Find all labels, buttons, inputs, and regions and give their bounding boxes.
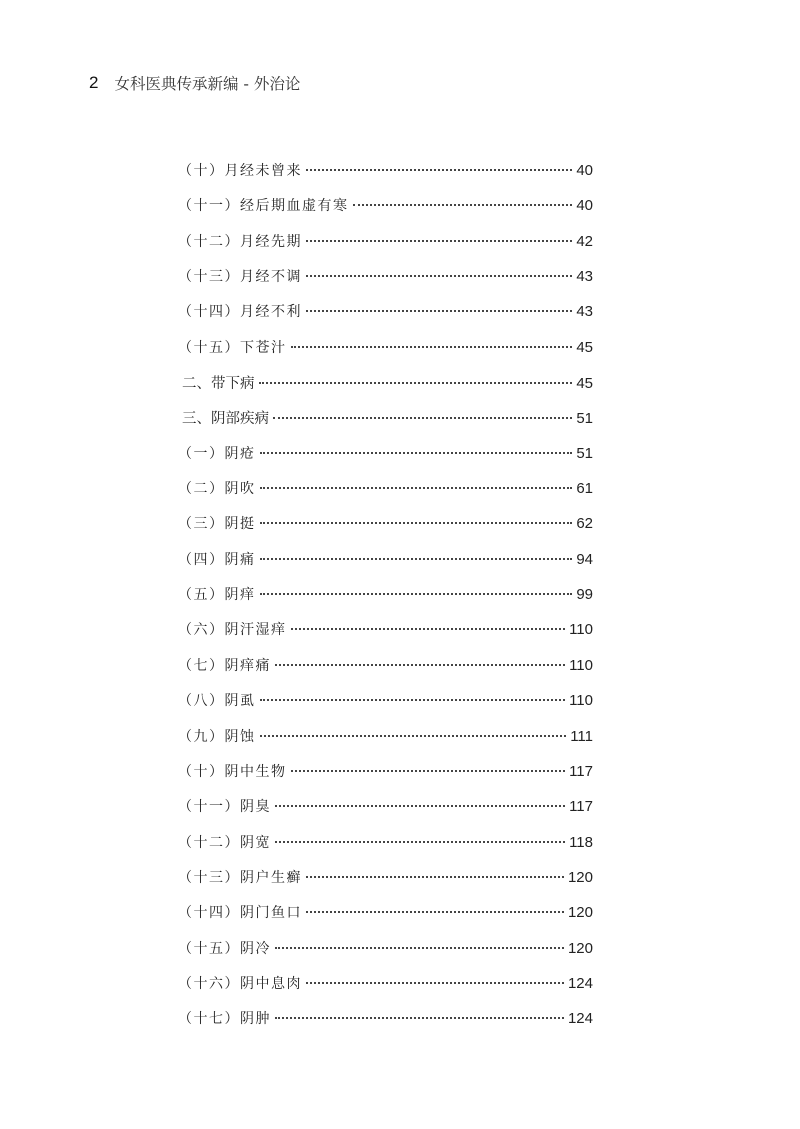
toc-entry-page: 94 <box>576 550 593 568</box>
toc-entry[interactable] <box>178 337 593 372</box>
toc-entry-page: 43 <box>576 268 593 286</box>
toc-entry-title: （七）阴痒痛 <box>178 657 271 674</box>
dot-leader <box>260 452 573 454</box>
toc-entry[interactable] <box>178 867 593 902</box>
toc-entry-title: （十二）月经先期 <box>178 233 302 250</box>
toc-entry-page: 117 <box>569 798 593 816</box>
toc-entry[interactable] <box>178 478 593 513</box>
toc-entry-page: 117 <box>569 762 593 780</box>
toc-entry-page: 124 <box>567 1010 593 1028</box>
toc-entry-page: 120 <box>567 868 593 886</box>
dot-leader <box>275 1017 564 1019</box>
toc-entry-title: （三）阴挺 <box>178 516 256 533</box>
toc-entry-title: （九）阴蚀 <box>178 728 256 745</box>
toc-entry-title: （六）阴汗湿痒 <box>178 622 287 639</box>
toc-entry-title: （十七）阴肿 <box>178 1011 271 1028</box>
dot-leader <box>306 240 572 242</box>
toc-entry-title: （十三）月经不调 <box>178 269 302 286</box>
toc-entry-page: 111 <box>570 727 593 745</box>
toc-entry[interactable] <box>178 690 593 725</box>
toc-entry-title: （十五）下苍汁 <box>178 339 287 356</box>
dot-leader <box>260 558 573 560</box>
dot-leader <box>260 487 573 489</box>
toc-entry[interactable] <box>178 1008 593 1043</box>
dot-leader <box>306 275 572 277</box>
toc-entry-page: 45 <box>576 338 593 356</box>
table-of-contents <box>178 160 593 1044</box>
toc-entry[interactable] <box>178 231 593 266</box>
toc-entry[interactable] <box>178 902 593 937</box>
toc-entry-page: 61 <box>576 480 593 498</box>
toc-entry[interactable] <box>178 655 593 690</box>
toc-entry-page: 45 <box>576 375 593 393</box>
toc-entry-page: 110 <box>569 621 593 639</box>
toc-entry[interactable] <box>178 973 593 1008</box>
toc-entry-page: 124 <box>567 974 593 992</box>
toc-entry-page: 51 <box>576 444 593 462</box>
toc-entry[interactable] <box>178 761 593 796</box>
dot-leader <box>275 805 565 807</box>
page-number: 2 <box>89 73 99 92</box>
toc-entry-title: （二）阴吹 <box>178 481 256 498</box>
dot-leader <box>306 911 564 913</box>
dot-leader <box>306 982 564 984</box>
dot-leader <box>291 346 573 348</box>
dot-leader <box>260 735 567 737</box>
toc-entry[interactable] <box>178 407 593 442</box>
toc-entry-title: （五）阴痒 <box>178 587 256 604</box>
toc-entry-page: 120 <box>567 904 593 922</box>
dot-leader <box>260 593 573 595</box>
dot-leader <box>306 310 572 312</box>
dot-leader <box>275 841 565 843</box>
toc-entry[interactable] <box>178 584 593 619</box>
toc-entry-title: （十二）阴宽 <box>178 834 271 851</box>
toc-entry-title: （十一）经后期血虚有寒 <box>178 198 349 215</box>
toc-entry[interactable] <box>178 372 593 407</box>
toc-entry[interactable] <box>178 726 593 761</box>
toc-entry-title: （十四）阴门鱼口 <box>178 905 302 922</box>
toc-entry-page: 110 <box>569 656 593 674</box>
toc-entry-page: 43 <box>576 303 593 321</box>
dot-leader <box>259 382 573 384</box>
toc-entry[interactable] <box>178 549 593 584</box>
dot-leader <box>306 876 564 878</box>
toc-entry-title: （十）月经未曾来 <box>178 163 302 179</box>
toc-entry[interactable] <box>178 443 593 478</box>
toc-entry[interactable] <box>178 266 593 301</box>
toc-entry-title: （十四）月经不利 <box>178 304 302 321</box>
toc-entry-title: （十一）阴臭 <box>178 799 271 816</box>
dot-leader <box>275 947 564 949</box>
toc-entry[interactable] <box>178 796 593 831</box>
toc-entry-title: （八）阴虱 <box>178 693 256 710</box>
dot-leader <box>273 417 572 419</box>
toc-entry-page: 51 <box>576 410 593 428</box>
toc-entry-page: 118 <box>569 833 593 851</box>
toc-entry-page: 42 <box>576 232 593 250</box>
dot-leader <box>306 169 572 171</box>
toc-entry-title: （一）阴疮 <box>178 445 256 462</box>
toc-entry-title: （十六）阴中息肉 <box>178 975 302 992</box>
toc-entry-page: 40 <box>576 162 593 179</box>
dot-leader <box>353 204 573 206</box>
toc-entry-title: 三、阴部疾病 <box>182 411 269 428</box>
toc-entry[interactable] <box>178 619 593 654</box>
book-title: 女科医典传承新编 - 外治论 <box>114 75 301 93</box>
toc-entry-page: 120 <box>567 939 593 957</box>
toc-entry-page: 99 <box>576 586 593 604</box>
toc-entry-title: （四）阴痛 <box>178 551 256 568</box>
toc-entry-page: 62 <box>576 515 593 533</box>
toc-entry[interactable] <box>178 195 593 230</box>
dot-leader <box>260 522 573 524</box>
toc-entry[interactable] <box>178 832 593 867</box>
toc-entry[interactable] <box>178 301 593 336</box>
running-header <box>89 72 300 94</box>
toc-entry-page: 40 <box>576 197 593 215</box>
toc-entry-title: 二、带下病 <box>182 376 255 393</box>
toc-entry-title: （十）阴中生物 <box>178 763 287 780</box>
dot-leader <box>291 628 566 630</box>
toc-entry-page: 110 <box>569 692 593 710</box>
toc-entry[interactable] <box>178 938 593 973</box>
dot-leader <box>260 699 566 701</box>
toc-entry-title: （十三）阴户生癣 <box>178 869 302 886</box>
toc-entry[interactable] <box>178 513 593 548</box>
toc-entry-title: （十五）阴冷 <box>178 940 271 957</box>
dot-leader <box>275 664 565 666</box>
dot-leader <box>291 770 566 772</box>
toc-entry[interactable] <box>178 160 593 195</box>
